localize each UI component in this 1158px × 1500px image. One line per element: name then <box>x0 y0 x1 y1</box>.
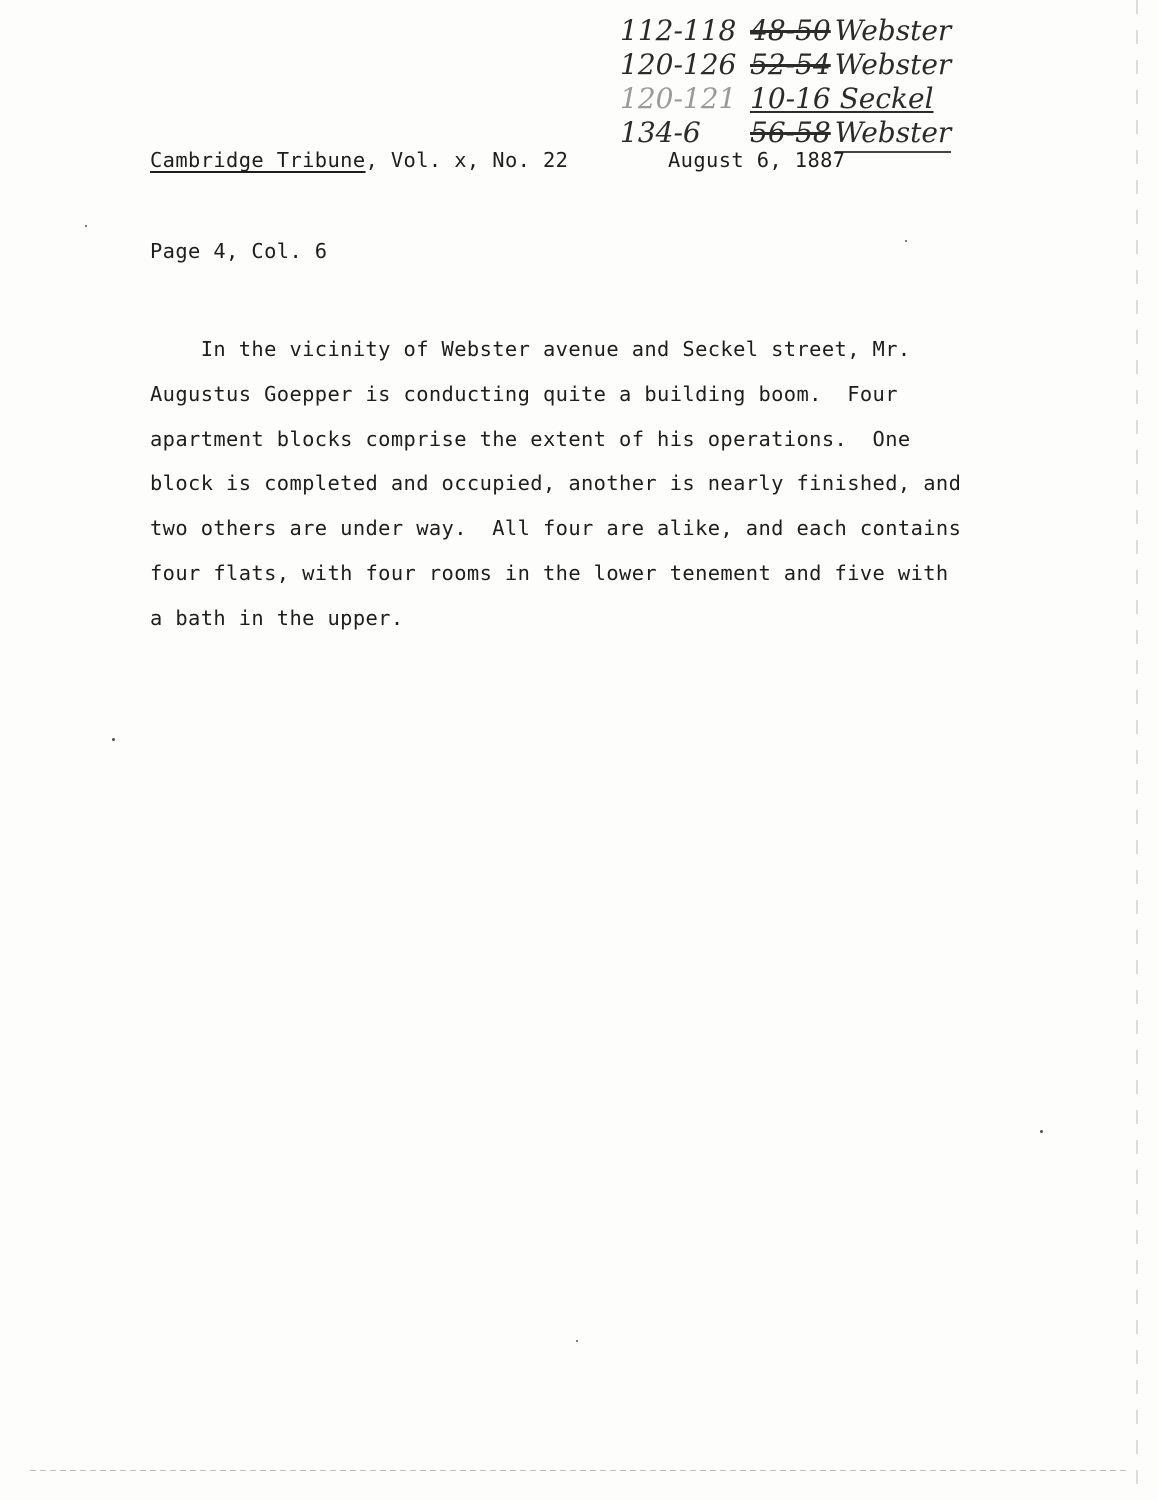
publication-date: August 6, 1887 <box>668 148 846 172</box>
scan-right-edge <box>1136 0 1138 1500</box>
publication-title: Cambridge Tribune <box>150 148 366 172</box>
body-line: Augustus Goepper is conducting quite a building boom. Four <box>150 381 898 406</box>
paper-speck <box>905 240 907 242</box>
article-body <box>150 327 961 641</box>
volume-number: , Vol. x, No. 22 <box>365 148 569 172</box>
note-4-struck: 56-58 <box>750 116 831 149</box>
body-line: a bath in the upper. <box>150 605 404 630</box>
scan-bottom-edge <box>30 1470 1130 1471</box>
paper-speck <box>576 1340 578 1342</box>
body-line: four flats, with four rooms in the lower tenement and five with <box>150 560 949 585</box>
page-column-reference: Page 4, Col. 6 <box>150 239 328 263</box>
body-line: two others are under way. All four are alike, and each contains <box>150 516 962 541</box>
note-3-street: 10-16 Seckel <box>750 82 934 115</box>
body-line: apartment blocks comprise the extent of his operations. One <box>150 426 911 451</box>
note-1-struck: 48-50 <box>750 14 831 47</box>
note-2-struck: 52-54 <box>750 48 831 81</box>
note-4-street: Webster <box>835 116 952 153</box>
note-1-numbers: 112-118 <box>620 14 737 47</box>
paper-speck <box>85 225 87 227</box>
note-line-3 <box>620 82 1020 116</box>
note-4-numbers: 134-6 <box>620 116 701 149</box>
note-line-4 <box>620 116 1020 150</box>
body-line: block is completed and occupied, another is nearly finished, and <box>150 471 962 496</box>
body-line: In the vicinity of Webster avenue and Seckel street, Mr. <box>150 337 911 361</box>
note-2-street: Webster <box>834 48 952 81</box>
citation-header <box>150 148 568 172</box>
note-1-street: Webster <box>834 14 952 47</box>
note-3-numbers: 120-121 <box>620 82 737 115</box>
paper-speck <box>112 738 115 741</box>
note-line-1 <box>620 14 1020 48</box>
note-2-numbers: 120-126 <box>620 48 737 81</box>
handwritten-address-notes <box>620 14 1020 150</box>
note-line-2 <box>620 48 1020 82</box>
paper-speck <box>1040 1130 1043 1133</box>
